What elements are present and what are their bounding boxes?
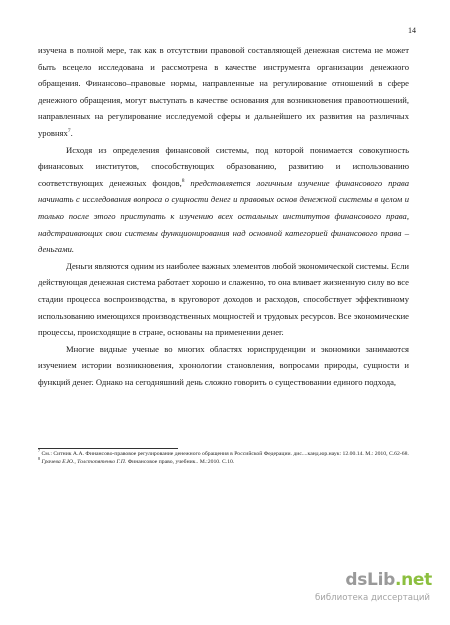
- paragraph-1-end: .: [70, 127, 73, 138]
- footnote-7-number: 7: [38, 448, 41, 454]
- body-text: [38, 42, 409, 390]
- footnote-8-number: 8: [38, 455, 41, 461]
- footnote-ref-8: 8: [181, 177, 185, 184]
- logo-suffix: .net: [394, 570, 432, 590]
- paragraph-2-italic-text: представляется логичным изучение финансового права начинать с исследования вопроса о сущности денег и правовых основ денежной системы в целом и только после этого приступать к изучению всех остальных институтов финансового права, надстраивающих свои системы функционирования над основной категорией финансового права – деньгами.: [38, 177, 409, 255]
- paragraph-2: [38, 142, 409, 258]
- footnote-8-text: Финансовое право, учебник.. М.:2010. С.10.: [127, 458, 235, 465]
- footnote-separator: [38, 448, 178, 449]
- page-number: 14: [408, 26, 416, 35]
- footnote-ref-7: 7: [67, 128, 71, 135]
- paragraph-3: Деньги являются одним из наиболее важных элементов любой экономической системы. Если действующая денежная система работает хорошо и слаженно, то она вливает жизненную силу во все стадии процесса воспроизводства, в круговорот доходов и расходов, способствует эффективному использованию имеющихся производственных мощностей и трудовых ресурсов. Все экономические процессы, происходящие в стране, основаны на применении денег.: [38, 260, 409, 338]
- footnotes: [38, 448, 413, 466]
- paragraph-1-text: изучена в полной мере, так как в отсутствии правовой составляющей денежная система не может быть всецело исследована и рассмотрена в качестве инструмента организации денежного обращения. Финансово–правовые нормы, направленные на регулирование отношений в сфере денежного обращения, могут выступать в качестве основания для возникновения правоотношений, направленных на регулирование исследуемой сферы и дальнейшего их развития на различных уровнях: [38, 45, 409, 138]
- paragraph-2-text: Исходя из определения финансовой системы, под которой понимается совокупность финансовых институтов, способствующих образованию, развитию и использованию соответствующих денежных фондов,: [38, 144, 409, 188]
- dslib-watermark: [294, 570, 432, 610]
- footnote-7-text: См.: Ситник А.А. Финансово-правовое регулирование денежного обращения в Российской Федерации. дис....канд.юр.наук: 12.00.14. М.: 2010, С.62-68.: [41, 451, 409, 457]
- dslib-logo: [345, 570, 432, 590]
- footnote-8-authors: Грачева Е.Ю., Толстопятенко Г.П.: [41, 458, 127, 465]
- dslib-tagline: библиотека диссертаций: [314, 593, 430, 603]
- footnote-8: [38, 455, 413, 467]
- paragraph-4: Многие видные ученые во многих областях юриспруденции и экономики занимаются изучением истории возникновения, хронологии становления, вопросами природы, сущности и функций денег. Однако на сегодняшний день сложно говорить о существовании единого подхода,: [38, 343, 409, 387]
- paragraph-1: [38, 42, 409, 142]
- footnote-7: [38, 448, 413, 459]
- logo-prefix: dsLib: [345, 570, 395, 590]
